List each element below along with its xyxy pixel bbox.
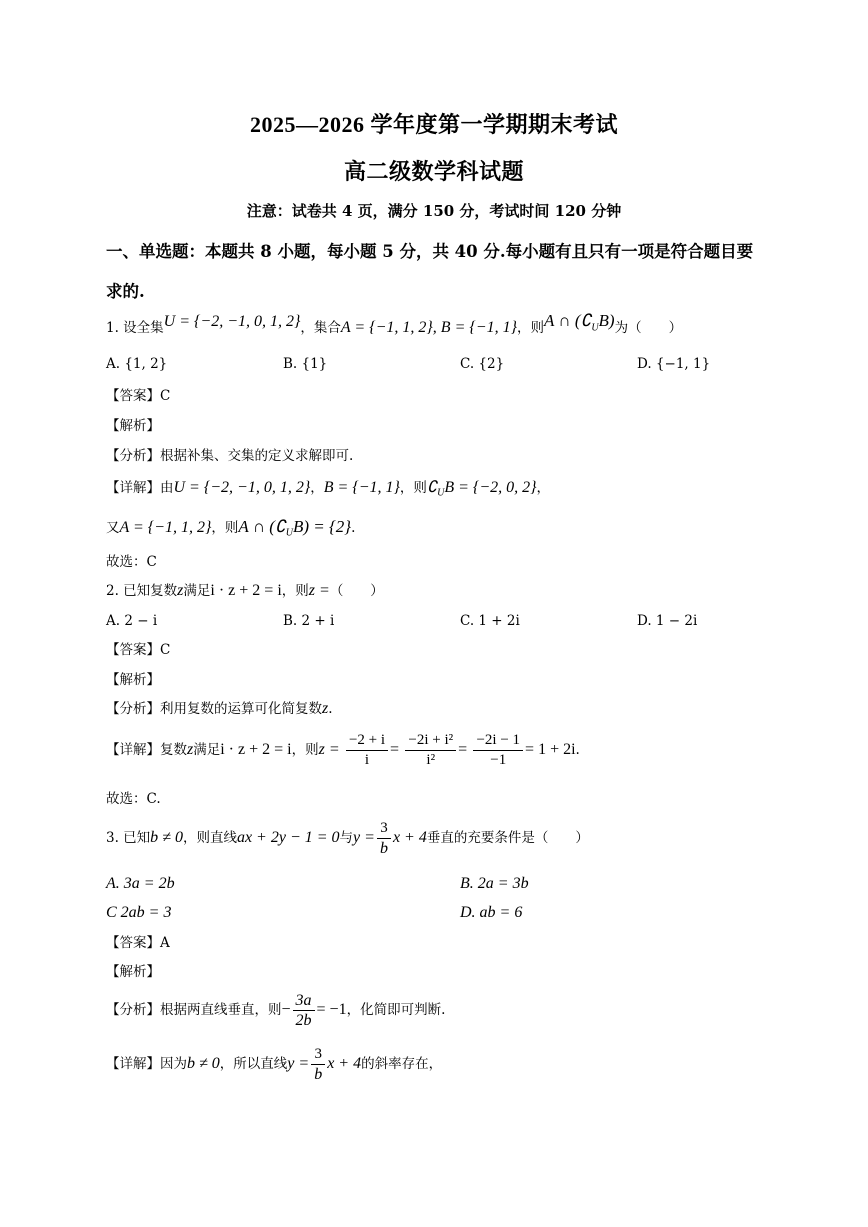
q2-option-a: A. 2 − i (106, 613, 158, 629)
q2-stem-a: 2. 已知复数 (106, 583, 178, 599)
q1-d2-expr-sub: U (285, 527, 293, 539)
q3-option-b (460, 875, 529, 893)
q3-line-1: ax + 2y − 1 = 0 (236, 829, 340, 846)
q2-f2-denominator: i² (426, 752, 436, 768)
q2-equation: i · z + 2 = i (210, 582, 282, 599)
q2-stem-b: 满足 (183, 583, 211, 599)
q3-detail-x: x + 4 (327, 1055, 362, 1072)
q3-fenxi-numerator: 3a (293, 992, 315, 1011)
q2-conclusion: 故选：C. (106, 791, 161, 807)
q2-detail-a: 【详解】复数 (106, 742, 187, 758)
q2-option-c: C. 1 + 2i (460, 613, 520, 629)
q2-f3-denominator: −1 (490, 752, 507, 768)
q2-f3-numerator: −2i − 1 (473, 732, 523, 751)
q1-option-d: D. {−1, 1} (637, 356, 711, 372)
q1-d1-complement-sub: U (437, 487, 445, 499)
q3-option-c (106, 904, 171, 922)
exam-note: 注意：试卷共 4 页，满分 150 分，考试时间 120 分钟 (246, 202, 622, 220)
q1-d1-e: ，则 (399, 480, 427, 496)
q1-d2-result: B) = {2} (292, 517, 352, 536)
q2-detail-b: 满足 (193, 742, 221, 758)
q1-option-a: A. {1, 2} (106, 356, 168, 372)
q2-option-b: B. 2 + i (283, 613, 335, 629)
q2-f1-denominator: i (364, 752, 370, 768)
q1-d1-a: 【详解】由 (106, 480, 174, 496)
q3-stem-d: 垂直的充要条件是（ ） (426, 830, 589, 846)
q3-detail-cond: b ≠ 0 (187, 1055, 220, 1072)
q2-fenxi-z: z (322, 700, 329, 717)
q1-stem-b: ，集合 (300, 320, 341, 336)
q1-expr-end: B) (598, 311, 615, 330)
q2-jiexi: 【解析】 (106, 672, 160, 688)
exam-title: 2025—2026 学年度第一学期期末考试 (249, 112, 618, 137)
q3-stem-c: 与 (339, 830, 354, 846)
q1-d1-h: ， (536, 480, 551, 496)
q2-option-d: D. 1 − 2i (637, 613, 698, 629)
q1-option-c: C. {2} (460, 356, 505, 372)
q3-fenxi-denominator: 2b (295, 1012, 312, 1029)
q3-detail-denominator: b (314, 1066, 323, 1083)
q1-answer: 【答案】C (106, 388, 171, 404)
q3-condition: b ≠ 0 (150, 829, 183, 846)
q1-d2-set-a: A = {−1, 1, 2} (119, 519, 212, 536)
q2-fraction-3 (473, 732, 523, 769)
q3-line-2-lhs: y = (353, 829, 375, 846)
q3-jiexi: 【解析】 (106, 964, 160, 980)
q3-option-c-text: C 2ab = 3 (106, 904, 172, 921)
section-heading-line2: 求的. (106, 282, 145, 301)
q2-f2-numerator: −2i + i² (405, 732, 456, 751)
q2-z: z (177, 582, 184, 599)
q2-fenxi-a: 【分析】利用复数的运算可化简复数 (106, 701, 322, 717)
q2-z-eq: z = (308, 582, 330, 599)
q3-stem-b: ，则直线 (182, 830, 237, 846)
section-heading-line1: 一、单选题：本题共 8 小题，每小题 5 分，共 40 分.每小题有且只有一项是符合题目要 (106, 242, 754, 261)
q2-fraction-1 (346, 732, 388, 769)
exam-subtitle: 高二级数学科试题 (343, 159, 524, 184)
q1-detail-line2 (106, 518, 355, 543)
q3-detail-numerator: 3 (311, 1046, 325, 1065)
q3-fenxi-fraction (293, 992, 315, 1029)
q2-detail-c: ，则 (291, 742, 319, 758)
q1-conclusion: 故选：C (106, 554, 157, 570)
q1-expr-main: A ∩ (∁ (543, 311, 592, 330)
q1-stem (106, 311, 683, 343)
q3-fenxi-minus: − (281, 1001, 291, 1018)
q3-fenxi-a: 【分析】根据两直线垂直，则 (106, 1002, 282, 1018)
q3-detail-fraction (311, 1046, 325, 1083)
q2-analysis (106, 700, 333, 718)
q1-option-b: B. {1} (283, 356, 328, 372)
q2-detail-eq: i · z + 2 = i (220, 741, 292, 758)
q2-detail-z: z (187, 741, 194, 758)
q1-d1-complement: ∁ (426, 479, 438, 496)
q1-d1-u: U = {−2, −1, 0, 1, 2} (173, 479, 311, 496)
q3-option-d-text: D. ab = 6 (460, 904, 523, 921)
q3-stem (106, 820, 589, 857)
q1-d2-dot: . (351, 520, 356, 536)
q2-stem (106, 582, 384, 600)
q1-d1-c: ， (310, 480, 324, 496)
q1-sets-ab: A = {−1, 1, 2}, B = {−1, 1} (340, 319, 517, 336)
q3-detail-a: 【详解】因为 (106, 1056, 187, 1072)
q2-answer: 【答案】C (106, 642, 171, 658)
q2-detail: 【详解】复数z满足i · z + 2 = i，则z = $\frac{-2 + i}{i}$ = $\frac{\text{−2i + i²}}{\text{i²}}$ = $\frac{-2i - 1}{-1}$ = 1 + 2i. (106, 732, 580, 768)
q2-stem-e: （ ） (329, 583, 384, 599)
q1-analysis: 【分析】根据补集、交集的定义求解即可. (106, 448, 354, 464)
q3-line-2-rhs: x + 4 (392, 829, 427, 846)
q3-detail-y: y = (287, 1055, 310, 1072)
q3-detail (106, 1046, 442, 1083)
q1-expression (543, 311, 615, 334)
q3-fenxi-b: ，化简即可判断. (346, 1002, 446, 1018)
q1-stem-c: ，则 (516, 320, 544, 336)
q1-d1-result: B = {−2, 0, 2} (444, 479, 537, 496)
q1-expr-sub: U (591, 322, 599, 334)
q3-detail-b: ，所以直线 (219, 1056, 288, 1072)
q2-detail-result: = 1 + 2i (525, 741, 576, 758)
q2-detail-dot: . (575, 742, 580, 758)
q2-stem-c: ，则 (281, 583, 309, 599)
q3-f-numerator: 3 (377, 820, 391, 839)
q3-detail-c: 的斜率存在， (361, 1056, 443, 1072)
q3-line2-fraction (377, 820, 391, 857)
q2-fraction-2 (405, 732, 456, 769)
q1-detail-line1 (106, 479, 550, 503)
q3-option-b-text: B. 2a = 3b (460, 875, 529, 892)
q1-d2-c: ，则 (211, 520, 239, 536)
q1-d2-expr: A ∩ (∁ (238, 517, 286, 536)
q3-option-a-text: A. 3a = 2b (106, 875, 175, 892)
q3-option-a (106, 875, 175, 893)
q2-fenxi-b: . (328, 701, 333, 717)
q3-option-d (460, 904, 522, 922)
q1-stem-a: 1. 设全集 (106, 320, 164, 336)
q3-f-denominator: b (379, 840, 388, 857)
q1-jiexi: 【解析】 (106, 418, 160, 434)
q1-stem-d: 为（ ） (614, 320, 683, 336)
q2-f1-numerator: −2 + i (346, 732, 388, 751)
q1-d2-a: 又 (106, 520, 120, 536)
q1-d1-b: B = {−1, 1} (323, 479, 400, 496)
q1-universal-set: U = {−2, −1, 0, 1, 2} (163, 313, 301, 330)
q3-answer: 【答案】A (106, 935, 170, 951)
q3-fenxi-eq: = −1 (316, 1001, 347, 1018)
q2-detail-lhs: z = (318, 741, 340, 758)
q3-analysis (106, 992, 445, 1029)
q3-stem-a: 3. 已知 (106, 830, 151, 846)
